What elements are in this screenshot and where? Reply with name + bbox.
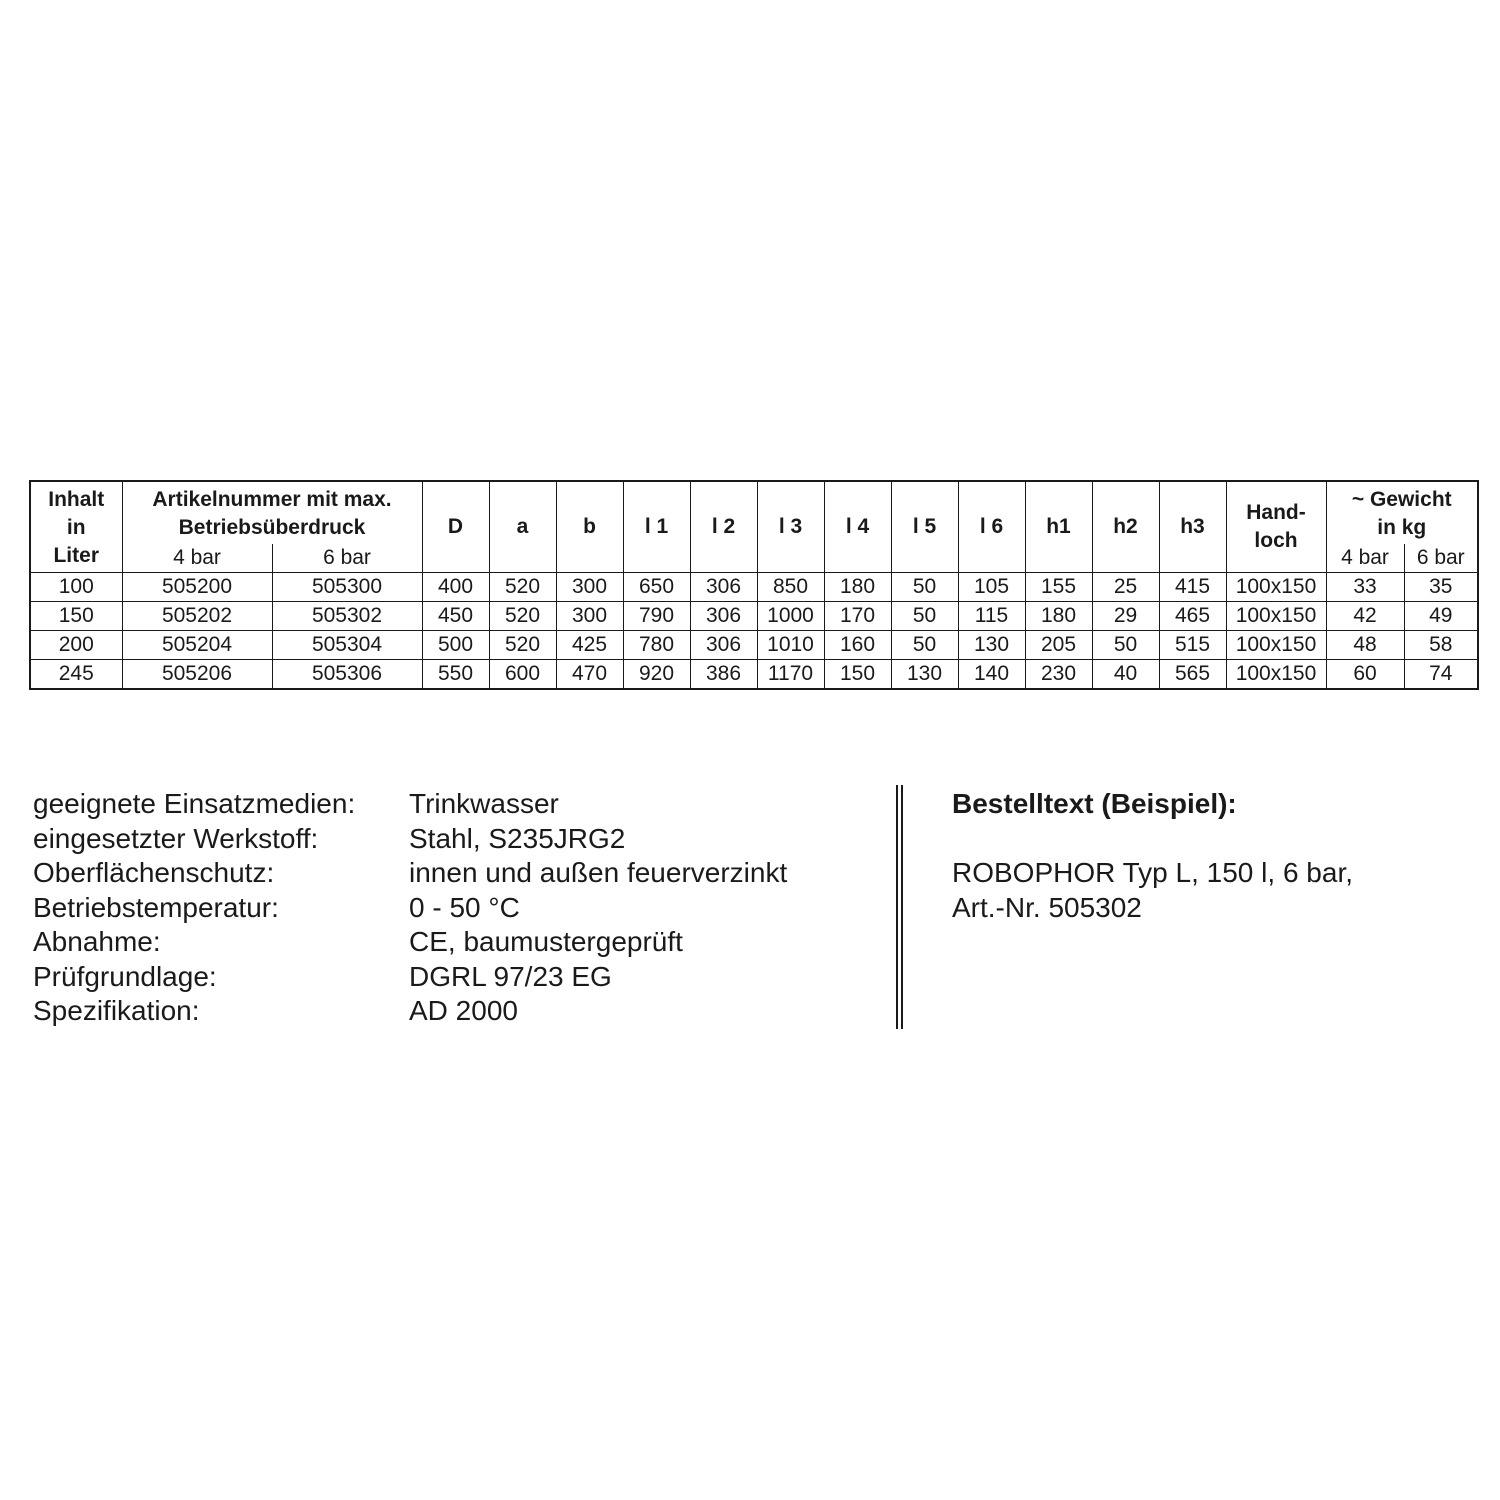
table-cell: 1170 bbox=[757, 660, 824, 690]
property-row bbox=[33, 787, 883, 822]
property-value: CE, baumustergeprüft bbox=[409, 926, 683, 957]
table-cell: 245 bbox=[30, 660, 122, 690]
table-cell: 505206 bbox=[122, 660, 272, 690]
property-label: eingesetzter Werkstoff: bbox=[33, 822, 319, 854]
table-row bbox=[30, 660, 1478, 690]
table-cell: 100x150 bbox=[1226, 660, 1326, 690]
header-inhalt: Inhalt in Liter bbox=[30, 481, 122, 573]
table-cell: 400 bbox=[422, 573, 489, 602]
table-cell: 150 bbox=[824, 660, 891, 690]
table-row bbox=[30, 631, 1478, 660]
table-cell: 565 bbox=[1159, 660, 1226, 690]
double-divider bbox=[896, 785, 903, 1029]
table-cell: 42 bbox=[1326, 602, 1404, 631]
property-label: geeignete Einsatzmedien: bbox=[33, 788, 356, 819]
table-cell: 790 bbox=[623, 602, 690, 631]
table-cell: 100 bbox=[30, 573, 122, 602]
table-row bbox=[30, 602, 1478, 631]
table-cell: 505202 bbox=[122, 602, 272, 631]
table-cell: 450 bbox=[422, 602, 489, 631]
table-cell: 105 bbox=[958, 573, 1025, 602]
table-cell: 425 bbox=[556, 631, 623, 660]
properties-list bbox=[33, 787, 883, 1029]
table-cell: 130 bbox=[958, 631, 1025, 660]
table-cell: 48 bbox=[1326, 631, 1404, 660]
table-cell: 58 bbox=[1404, 631, 1478, 660]
property-label: Prüfgrundlage: bbox=[33, 960, 217, 992]
table-cell: 25 bbox=[1092, 573, 1159, 602]
table-cell: 200 bbox=[30, 631, 122, 660]
header-gewicht: ~ Gewicht in kg bbox=[1326, 481, 1478, 544]
order-spacer bbox=[952, 822, 1472, 857]
table-cell: 100x150 bbox=[1226, 602, 1326, 631]
table-cell: 520 bbox=[489, 573, 556, 602]
header-l1: l 1 bbox=[623, 481, 690, 573]
table-cell: 850 bbox=[757, 573, 824, 602]
table-cell: 505300 bbox=[272, 573, 422, 602]
header-D: D bbox=[422, 481, 489, 573]
table-cell: 150 bbox=[30, 602, 122, 631]
header-h1: h1 bbox=[1025, 481, 1092, 573]
property-value: Trinkwasser bbox=[409, 788, 559, 819]
property-label: Oberflächenschutz: bbox=[33, 857, 275, 888]
table-body bbox=[30, 573, 1478, 690]
property-value: 0 - 50 °C bbox=[409, 891, 520, 923]
table-cell: 180 bbox=[1025, 602, 1092, 631]
header-artikel-6bar: 6 bar bbox=[272, 544, 422, 573]
table-cell: 505304 bbox=[272, 631, 422, 660]
property-label: Abnahme: bbox=[33, 926, 161, 957]
header-h3: h3 bbox=[1159, 481, 1226, 573]
header-artikel-4bar: 4 bar bbox=[122, 544, 272, 573]
header-gewicht-6bar: 6 bar bbox=[1404, 544, 1478, 573]
table-cell: 50 bbox=[891, 602, 958, 631]
table-row bbox=[30, 573, 1478, 602]
table-cell: 470 bbox=[556, 660, 623, 690]
table-cell: 465 bbox=[1159, 602, 1226, 631]
order-line: Art.-Nr. 505302 bbox=[952, 891, 1142, 923]
table-cell: 180 bbox=[824, 573, 891, 602]
table-cell: 205 bbox=[1025, 631, 1092, 660]
table-cell: 920 bbox=[623, 660, 690, 690]
table-cell: 386 bbox=[690, 660, 757, 690]
property-row bbox=[33, 994, 883, 1029]
table-cell: 520 bbox=[489, 602, 556, 631]
table-cell: 1010 bbox=[757, 631, 824, 660]
header-l6: l 6 bbox=[958, 481, 1025, 573]
property-value: Stahl, S235JRG2 bbox=[409, 822, 626, 854]
table-cell: 100x150 bbox=[1226, 573, 1326, 602]
table-cell: 600 bbox=[489, 660, 556, 690]
property-value: AD 2000 bbox=[409, 995, 518, 1026]
table-cell: 505200 bbox=[122, 573, 272, 602]
header-artikelnummer: Artikelnummer mit max. Betriebsüberdruck bbox=[122, 481, 422, 544]
table-cell: 115 bbox=[958, 602, 1025, 631]
table-cell: 1000 bbox=[757, 602, 824, 631]
property-row bbox=[33, 891, 883, 926]
order-text-block bbox=[952, 787, 1472, 925]
table-cell: 550 bbox=[422, 660, 489, 690]
table-cell: 500 bbox=[422, 631, 489, 660]
table-cell: 306 bbox=[690, 631, 757, 660]
table-cell: 505306 bbox=[272, 660, 422, 690]
property-value: DGRL 97/23 EG bbox=[409, 960, 612, 992]
table-cell: 49 bbox=[1404, 602, 1478, 631]
table-cell: 520 bbox=[489, 631, 556, 660]
table-cell: 50 bbox=[891, 573, 958, 602]
table-cell: 306 bbox=[690, 573, 757, 602]
table-cell: 160 bbox=[824, 631, 891, 660]
table-cell: 415 bbox=[1159, 573, 1226, 602]
header-b: b bbox=[556, 481, 623, 573]
property-row bbox=[33, 856, 883, 891]
table-cell: 300 bbox=[556, 573, 623, 602]
spec-table bbox=[29, 480, 1479, 690]
property-label: Spezifikation: bbox=[33, 995, 200, 1026]
table-cell: 50 bbox=[1092, 631, 1159, 660]
header-l2: l 2 bbox=[690, 481, 757, 573]
table-cell: 50 bbox=[891, 631, 958, 660]
table-cell: 515 bbox=[1159, 631, 1226, 660]
table-cell: 100x150 bbox=[1226, 631, 1326, 660]
table-cell: 60 bbox=[1326, 660, 1404, 690]
header-h2: h2 bbox=[1092, 481, 1159, 573]
header-handloch: Hand- loch bbox=[1226, 481, 1326, 573]
header-l3: l 3 bbox=[757, 481, 824, 573]
table-cell: 780 bbox=[623, 631, 690, 660]
header-gewicht-4bar: 4 bar bbox=[1326, 544, 1404, 573]
property-row bbox=[33, 925, 883, 960]
header-l5: l 5 bbox=[891, 481, 958, 573]
table-cell: 33 bbox=[1326, 573, 1404, 602]
table-cell: 35 bbox=[1404, 573, 1478, 602]
table-cell: 300 bbox=[556, 602, 623, 631]
table-cell: 140 bbox=[958, 660, 1025, 690]
table-cell: 170 bbox=[824, 602, 891, 631]
table-cell: 505204 bbox=[122, 631, 272, 660]
header-a: a bbox=[489, 481, 556, 573]
table-cell: 230 bbox=[1025, 660, 1092, 690]
property-row bbox=[33, 822, 883, 857]
order-line: ROBOPHOR Typ L, 150 l, 6 bar, bbox=[952, 857, 1353, 888]
table-cell: 306 bbox=[690, 602, 757, 631]
table-cell: 74 bbox=[1404, 660, 1478, 690]
table-cell: 40 bbox=[1092, 660, 1159, 690]
property-label: Betriebstemperatur: bbox=[33, 891, 279, 923]
table-cell: 505302 bbox=[272, 602, 422, 631]
table-cell: 29 bbox=[1092, 602, 1159, 631]
order-title: Bestelltext (Beispiel): bbox=[952, 788, 1237, 819]
table-cell: 155 bbox=[1025, 573, 1092, 602]
table-cell: 130 bbox=[891, 660, 958, 690]
table-header-row bbox=[30, 481, 1478, 544]
property-value: innen und außen feuerverzinkt bbox=[409, 857, 788, 888]
property-row bbox=[33, 960, 883, 995]
table-cell: 650 bbox=[623, 573, 690, 602]
header-l4: l 4 bbox=[824, 481, 891, 573]
